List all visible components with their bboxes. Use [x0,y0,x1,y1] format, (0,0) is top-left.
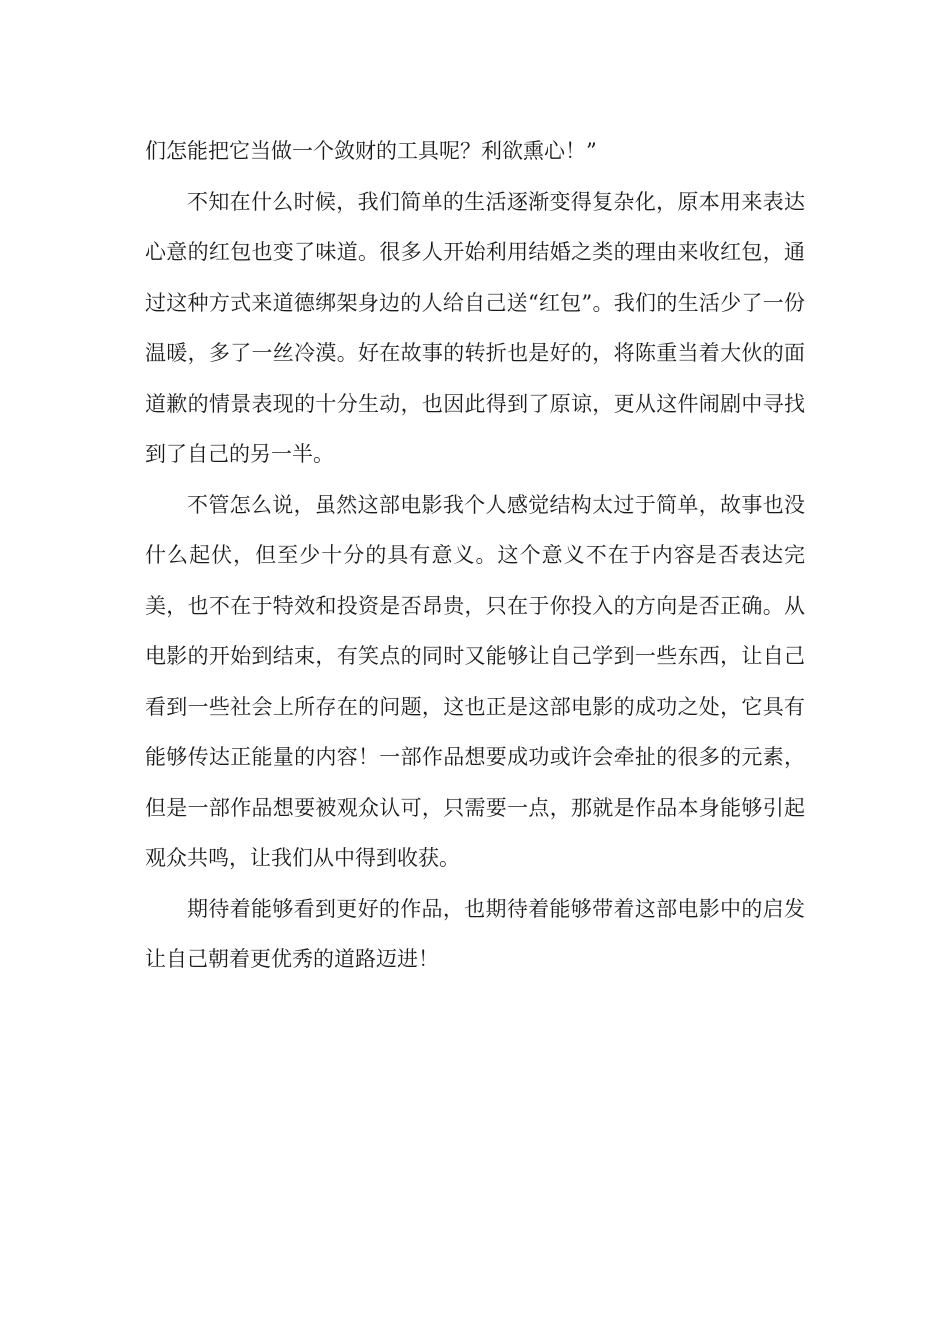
paragraph: 期待着能够看到更好的作品，也期待着能够带着这部电影中的启发让自己朝着更优秀的道路迈进！ [145,896,805,971]
paragraph: 不知在什么时候，我们简单的生活逐渐变得复杂化，原本用来表达心意的红包也变了味道。很多人开始利用结婚之类的理由来收红包，通过这种方式来道德绑架身边的人给自己送“红包”。我们的生活少了一份温暖，多了一丝冷漠。好在故事的转折也是好的，将陈重当着大伙的面道歉的情景表现的十分生动，也因此得到了原谅，更从这件闹剧中寻找到了自己的另一半。 [145,189,805,466]
paragraph: 不管怎么说，虽然这部电影我个人感觉结构太过于简单，故事也没什么起伏，但至少十分的具有意义。这个意义不在于内容是否表达完美，也不在于特效和投资是否昂贵，只在于你投入的方向是否正确。从电影的开始到结束，有笑点的同时又能够让自己学到一些东西，让自己看到一些社会上所存在的问题，这也正是这部电影的成功之处，它具有能够传达正能量的内容！一部作品想要成功或许会牵扯的很多的元素，但是一部作品想要被观众认可，只需要一点，那就是作品本身能够引起观众共鸣，让我们从中得到收获。 [145,492,805,870]
document-body [145,126,805,985]
paragraph-continuation: 们怎能把它当做一个敛财的工具呢？利欲熏心！” [145,139,597,163]
